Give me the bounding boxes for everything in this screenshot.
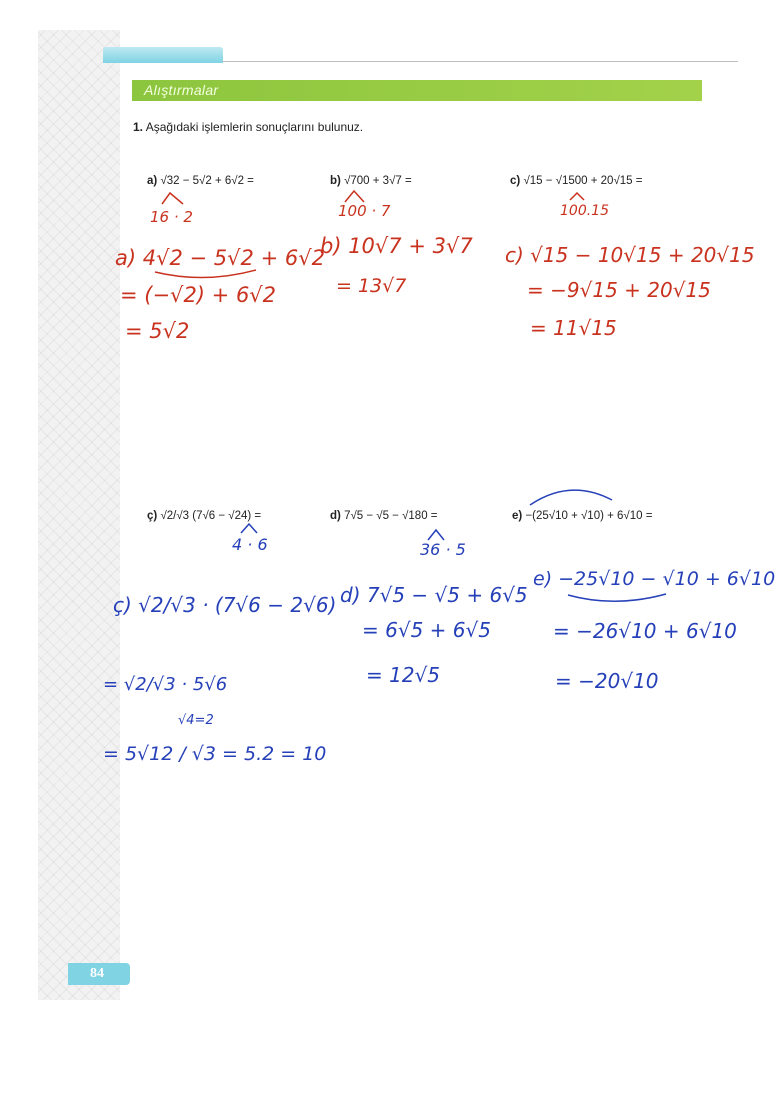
page-number: 84 (90, 966, 104, 981)
factor-tree-stroke (570, 193, 584, 200)
factor-tree-stroke (241, 524, 257, 533)
problem-expr: −(25√10 + √10) + 6√10 = (525, 510, 653, 522)
factor-c: 100.15 (560, 203, 609, 219)
problem-label: d) (330, 510, 341, 522)
factor-a: 16 · 2 (150, 208, 193, 226)
problem-expr: √15 − √1500 + 20√15 = (523, 175, 643, 187)
c-step-2: = −9√15 + 20√15 (527, 278, 711, 302)
underline-stroke (568, 594, 666, 601)
problem-expr: √32 − 5√2 + 6√2 = (160, 175, 254, 187)
problem-expr: 7√5 − √5 − √180 = (344, 510, 438, 522)
factor-b: 100 · 7 (338, 202, 391, 220)
d-step-1: d) 7√5 − √5 + 6√5 (340, 583, 528, 607)
b-step-1: b) 10√7 + 3√7 (320, 234, 473, 258)
c2-step-3: = 5√12 / √3 = 5.2 = 10 (103, 743, 327, 765)
factor-tree-stroke (428, 530, 444, 540)
underline-stroke (155, 270, 256, 278)
c2-step-1: ç) √2/√3 · (7√6 − 2√6) (113, 593, 337, 617)
c2-step-2: = √2/√3 · 5√6 (103, 674, 228, 695)
arc-stroke (530, 490, 612, 505)
factor-c2: 4 · 6 (232, 535, 268, 554)
d-step-3: = 12√5 (366, 663, 441, 687)
c-step-1: c) √15 − 10√15 + 20√15 (505, 243, 755, 267)
e-step-2: = −26√10 + 6√10 (553, 619, 737, 643)
factor-d: 36 · 5 (420, 540, 466, 559)
problem-expr: √700 + 3√7 = (344, 175, 412, 187)
a-step-1: a) 4√2 − 5√2 + 6√2 (115, 246, 325, 270)
a-step-2: = (−√2) + 6√2 (120, 283, 277, 307)
factor-tree-stroke (162, 193, 183, 204)
problem-label: c) (510, 175, 521, 187)
e-step-1: e) −25√10 − √10 + 6√10 (533, 568, 776, 590)
instruction-text: Aşağıdaki işlemlerin sonuçlarını bulunuz. (145, 120, 364, 134)
section-title: Alıştırmalar (144, 82, 219, 98)
d-step-2: = 6√5 + 6√5 (362, 618, 491, 642)
e-step-3: = −20√10 (555, 669, 659, 693)
c-step-3: = 11√15 (530, 316, 617, 340)
problem-label: e) (512, 510, 523, 522)
factor-tree-stroke (345, 191, 364, 202)
problem-expr: √2/√3 (7√6 − √24) = (160, 510, 262, 522)
problem-label: ç) (147, 510, 158, 522)
a-step-3: = 5√2 (125, 319, 190, 343)
problem-label: a) (147, 175, 158, 187)
instruction-number: 1. (133, 120, 144, 134)
b-step-2: = 13√7 (336, 275, 407, 297)
problem-label: b) (330, 175, 341, 187)
c2-step-note: √4=2 (178, 713, 214, 728)
